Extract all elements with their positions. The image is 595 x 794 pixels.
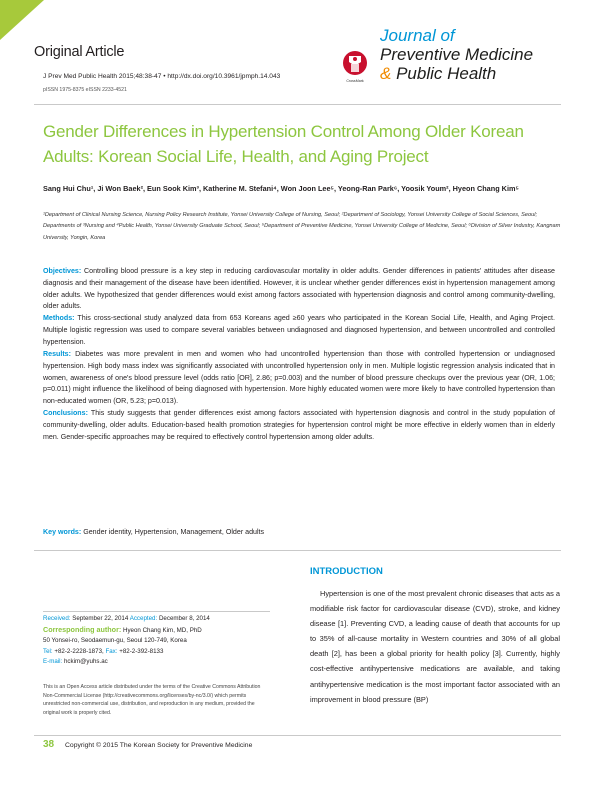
doi-link[interactable]: http://dx.doi.org/10.3961/jpmph.14.043 <box>167 73 281 80</box>
issn-line: pISSN 1975-8375 eISSN 2233-4521 <box>43 87 127 93</box>
corresponding-author: Corresponding author: Hyeon Chang Kim, MD, PhD <box>43 624 202 634</box>
phone-line: Tel: +82-2-2228-1873, Fax: +82-2-392-8133 <box>43 647 164 655</box>
correspondence-box <box>43 614 270 668</box>
abstract-methods: Methods: This cross-sectional study analyzed data from 653 Koreans aged ≥60 years who participated in the Korean Social Life, Health, and Aging Project. Multiple logistic regression was used to compare several variables between undiagnosed and diagnosed hypertension, and between uncontrolled and controlled hypertension. <box>43 314 555 346</box>
section-heading-introduction: INTRODUCTION <box>310 566 383 577</box>
journal-name <box>380 26 533 83</box>
logo-caption: CrossMark <box>346 79 364 83</box>
affiliations: ¹Department of Clinical Nursing Science, Nursing Policy Research Institute, Yonsei University College of Nursing, Seoul; ²Department of Sociology, Yonsei University College of Social Sciences, Seoul; Departments of ³Nursing and ⁴Public Health, Yonsei University Graduate School, Seoul; ⁵Department of Preventive Medicine, Yonsei University College of Medicine, Seoul; ⁶Division of Silver Industry, Kangnam University, Yongin, Korea <box>43 212 561 241</box>
crossmark-logo-icon[interactable] <box>340 50 370 78</box>
keywords: Key words: Gender identity, Hypertension, Management, Older adults <box>43 528 265 536</box>
abstract-conclusions: Conclusions: This study suggests that gender differences exist among factors associated with hypertension diagnosis and control in the study population of community-dwelling, older adults. Education-based health promotion strategies for hypertension control might be more effective in elderly women than in elderly men. Gender-specific approaches may be required to effectively control hypertension among older adults. <box>43 409 555 441</box>
citation-prefix: J Prev Med Public Health 2015;48:38-47 • <box>43 73 168 80</box>
license-text: This is an Open Access article distributed under the terms of the Creative Commons Attribution Non-Commercial License (http://creativecommons.org/licenses/by-nc/3.0/) which permits unrestricted non-commercial use, distribution, and reproduction in any medium, provided the original work is properly cited. <box>43 684 261 716</box>
journal-line-2: Preventive Medicine <box>380 45 534 64</box>
journal-line-3: & Public Health <box>380 64 497 83</box>
email-link[interactable]: hckim@yuhs.ac <box>62 658 108 665</box>
footer-divider <box>34 735 561 736</box>
introduction-text: Hypertension is one of the most prevalent chronic diseases that acts as a modifiable risk factor for cardiovascular disease (CVD), stroke, and kidney disease [1]. Preventing CVD, a leading cause of death that accounts for up to 35% of all-cause mortality in Western countries and 30% of all global death [2], has been a global priority for health policy [3]. Currently, highly cost-effective antihypertensive medications are available, and taking antihypertensive medication is the most important factor associated with an improvement in blood pressure (BP) <box>310 589 560 704</box>
header-divider <box>34 104 561 105</box>
author-list: Sang Hui Chu¹, Ji Won Baek², Eun Sook Kim³, Katherine M. Stefani⁴, Won Joon Lee⁵, Yeong-Ran Park⁶, Yoosik Youm², Hyeon Chang Kim⁵ <box>43 184 519 193</box>
journal-ampersand: & <box>380 64 392 83</box>
corner-accent <box>0 0 44 40</box>
citation-line <box>43 73 280 80</box>
article-title: Gender Differences in Hypertension Control Among Older Korean Adults: Korean Social Life, Health, and Aging Project <box>43 122 524 166</box>
email-line: E-mail: hckim@yuhs.ac <box>43 658 108 665</box>
copyright: Copyright © 2015 The Korean Society for Preventive Medicine <box>65 742 253 749</box>
page-number: 38 <box>43 739 55 750</box>
address: 50 Yonsei-ro, Seodaemun-gu, Seoul 120-749, Korea <box>43 637 187 644</box>
abstract <box>43 266 555 444</box>
abstract-results: Results: Diabetes was more prevalent in men and women who had uncontrolled hypertension than those with controlled hypertension or undiagnosed hypertension. High body mass index was significantly associated with uncontrolled hypertension only in men. Multiple logistic regression analysis indicated that in women, awareness of one's blood pressure level (odds ratio [OR], 2.86; p=0.003) and the number of blood pressure checkups over the previous year (OR, 1.06; p=0.011) might influence the likelihood of being diagnosed with hypertension. More highly educated women were more likely to have controlled hypertension than non-educated women (OR, 5.23; p=0.013). <box>43 349 555 406</box>
info-divider <box>43 611 270 612</box>
article-type: Original Article <box>34 44 125 60</box>
abstract-divider <box>34 550 561 551</box>
journal-line-1: Journal of <box>380 26 455 45</box>
dates-line: Received: September 22, 2014 Accepted: December 8, 2014 <box>43 615 210 622</box>
abstract-objectives: Objectives: Controlling blood pressure is a key step in reducing cardiovascular mortality in older adults. Gender differences in patients' attitudes after disease diagnosis and their management of the disease have been identified. However, it is unclear whether gender differences exist in hypertension management among older adults. We hypothesized that gender differences would exist among factors associated with hypertension diagnosis and control among community-dwelling, older adults. <box>43 267 555 311</box>
